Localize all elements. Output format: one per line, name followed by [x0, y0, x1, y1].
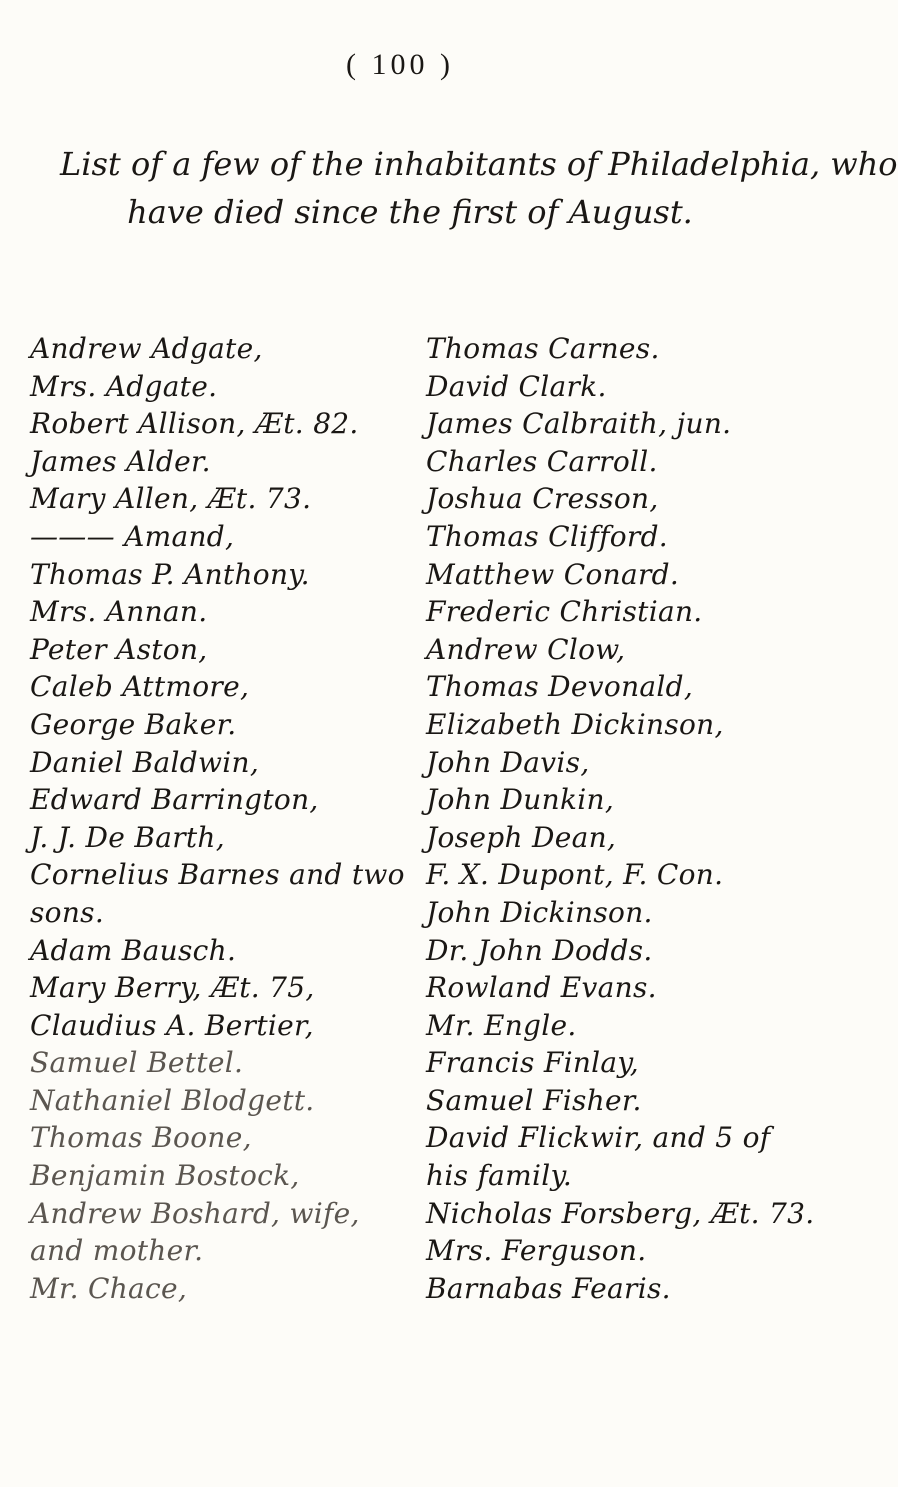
title-line-2: have died since the first of August.: [127, 193, 693, 231]
name-entry: sons.: [30, 895, 105, 929]
name-entry: his family.: [426, 1159, 573, 1193]
name-entry: Thomas Devonald,: [426, 670, 694, 704]
name-entry: Elizabeth Dickinson,: [426, 707, 724, 741]
name-entry: Joshua Cresson,: [426, 482, 659, 516]
name-entry: John Davis,: [426, 745, 590, 779]
name-entry: James Alder.: [30, 444, 211, 478]
page-number: ( 100 ): [346, 48, 454, 81]
name-entry: Benjamin Bostock,: [30, 1159, 300, 1193]
name-entry: Samuel Bettel.: [30, 1046, 244, 1080]
name-entry: Caleb Attmore,: [30, 670, 250, 704]
name-entry: Mary Allen, Æt. 73.: [30, 482, 312, 516]
name-entry: Dr. John Dodds.: [426, 933, 653, 967]
right-name-column: [426, 330, 815, 1307]
name-entry: Mr. Engle.: [426, 1008, 577, 1042]
name-entry: Daniel Baldwin,: [30, 745, 260, 779]
name-entry: Robert Allison, Æt. 82.: [30, 407, 359, 441]
name-entry: Francis Finlay,: [426, 1046, 640, 1080]
name-entry: Mrs. Ferguson.: [426, 1234, 647, 1268]
name-entry: Thomas Carnes.: [426, 332, 660, 365]
name-entry: Thomas P. Anthony.: [30, 557, 310, 591]
name-entry: Barnabas Fearis.: [426, 1271, 671, 1305]
name-entry: Andrew Clow,: [426, 632, 626, 666]
name-entry: Adam Bausch.: [30, 933, 237, 967]
name-entry: Nicholas Forsberg, Æt. 73.: [426, 1196, 815, 1230]
name-entry: Frederic Christian.: [426, 595, 703, 629]
name-entry: Thomas Boone,: [30, 1121, 252, 1155]
name-entry: Charles Carroll.: [426, 444, 658, 478]
name-entry: Andrew Boshard, wife,: [30, 1196, 360, 1230]
name-entry: Mary Berry, Æt. 75,: [30, 971, 315, 1005]
name-entry: Mr. Chace,: [30, 1271, 188, 1305]
left-name-column: [30, 330, 405, 1307]
name-entry: John Dickinson.: [426, 895, 653, 929]
name-entry: David Flickwir, and 5 of: [426, 1121, 771, 1155]
name-entry: Andrew Adgate,: [30, 332, 263, 365]
name-entry: Claudius A. Bertier,: [30, 1008, 314, 1042]
name-entry: Peter Aston,: [30, 632, 208, 666]
name-entry: Matthew Conard.: [426, 557, 680, 591]
name-entry: Thomas Clifford.: [426, 519, 669, 553]
name-entry: Mrs. Adgate.: [30, 369, 218, 403]
name-entry: F. X. Dupont, F. Con.: [426, 858, 724, 892]
name-entry: George Baker.: [30, 707, 237, 741]
name-entry: James Calbraith, jun.: [426, 407, 732, 441]
name-entry: Nathaniel Blodgett.: [30, 1083, 315, 1117]
name-entry: and mother.: [30, 1234, 204, 1268]
name-entry: Joseph Dean,: [426, 820, 617, 854]
name-entry: ——— Amand,: [30, 519, 235, 553]
name-entry: John Dunkin,: [426, 783, 615, 817]
name-entry: J. J. De Barth,: [30, 820, 225, 854]
title-line-1: List of a few of the inhabitants of Philadelphia, who: [60, 145, 898, 183]
name-entry: Edward Barrington,: [30, 783, 319, 817]
name-entry: David Clark.: [426, 369, 607, 403]
name-entry: Samuel Fisher.: [426, 1083, 642, 1117]
name-entry: Cornelius Barnes and two: [30, 858, 405, 892]
name-entry: Mrs. Annan.: [30, 595, 208, 629]
page-title: [60, 140, 898, 236]
name-entry: Rowland Evans.: [426, 971, 657, 1005]
